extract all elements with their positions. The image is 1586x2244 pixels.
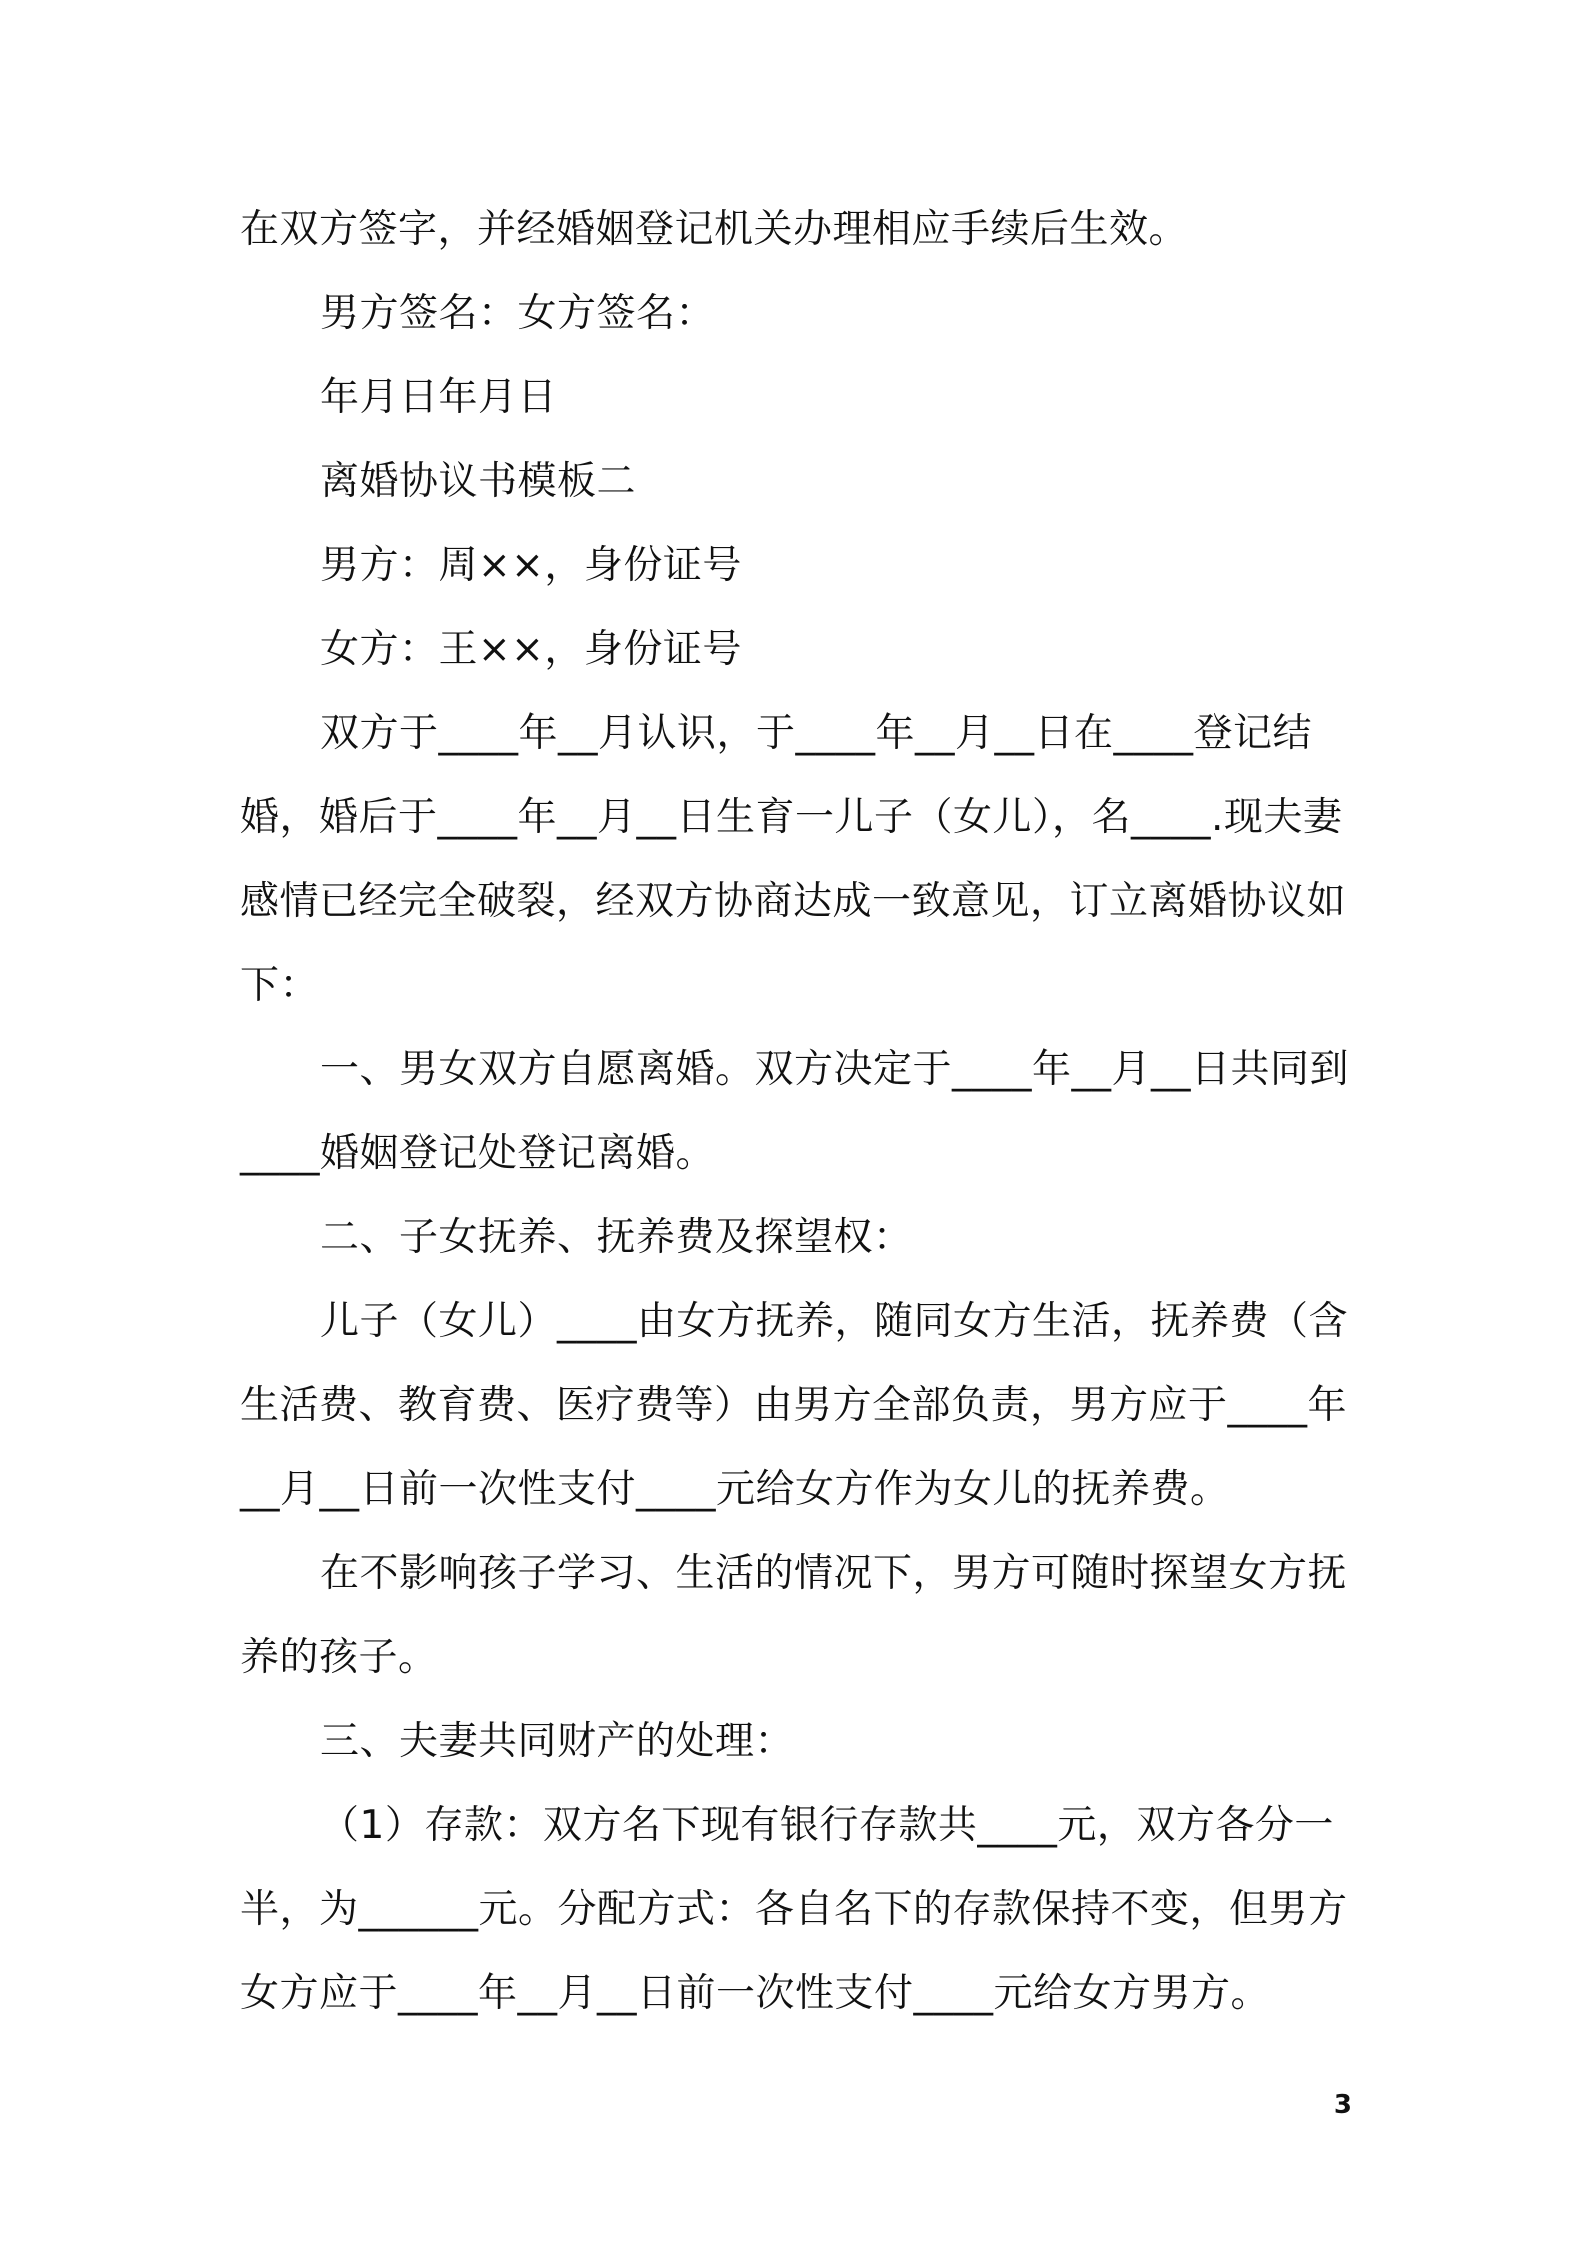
clause-three-heading: 三、夫妻共同财产的处理： xyxy=(320,1719,795,1764)
clause-two-heading: 二、子女抚养、抚养费及探望权： xyxy=(320,1215,913,1260)
paragraph-effective-clause: 在双方签字，并经婚姻登记机关办理相应手续后生效。 xyxy=(240,207,1189,252)
paragraph-male-party: 男方：周××，身份证号 xyxy=(320,543,742,588)
clause-one-divorce: 一、男女双方自愿离婚。双方决定于____年__月__日共同到____婚姻登记处登记离婚。 xyxy=(240,1047,1350,1176)
paragraph-visitation: 在不影响孩子学习、生活的情况下，男方可随时探望女方抚养的孩子。 xyxy=(240,1551,1348,1680)
paragraph-dates: 年月日年月日 xyxy=(320,375,558,420)
paragraph-signatures: 男方签名：女方签名： xyxy=(320,291,716,336)
page-number: 3 xyxy=(1333,2090,1352,2120)
paragraph-child-custody: 儿子（女儿）____由女方抚养，随同女方生活，抚养费（含生活费、教育费、医疗费等）由男方全部负责，男方应于____年__月__日前一次性支付____元给女方作为女儿的抚养费。 xyxy=(240,1299,1349,1512)
paragraph-background: 双方于____年__月认识，于____年__月__日在____登记结婚，婚后于____年__月__日生育一儿子（女儿），名____.现夫妻感情已经完全破裂，经双方协商达成一致意见，订立离婚协议如下： xyxy=(240,711,1347,1008)
section-title-template-two: 离婚协议书模板二 xyxy=(320,459,637,504)
paragraph-deposits: （1）存款：双方名下现有银行存款共____元，双方各分一半，为______元。分配方式：各自名下的存款保持不变，但男方女方应于____年__月__日前一次性支付____元给女方男方。 xyxy=(240,1803,1348,2016)
paragraph-female-party: 女方：王××，身份证号 xyxy=(320,627,742,672)
